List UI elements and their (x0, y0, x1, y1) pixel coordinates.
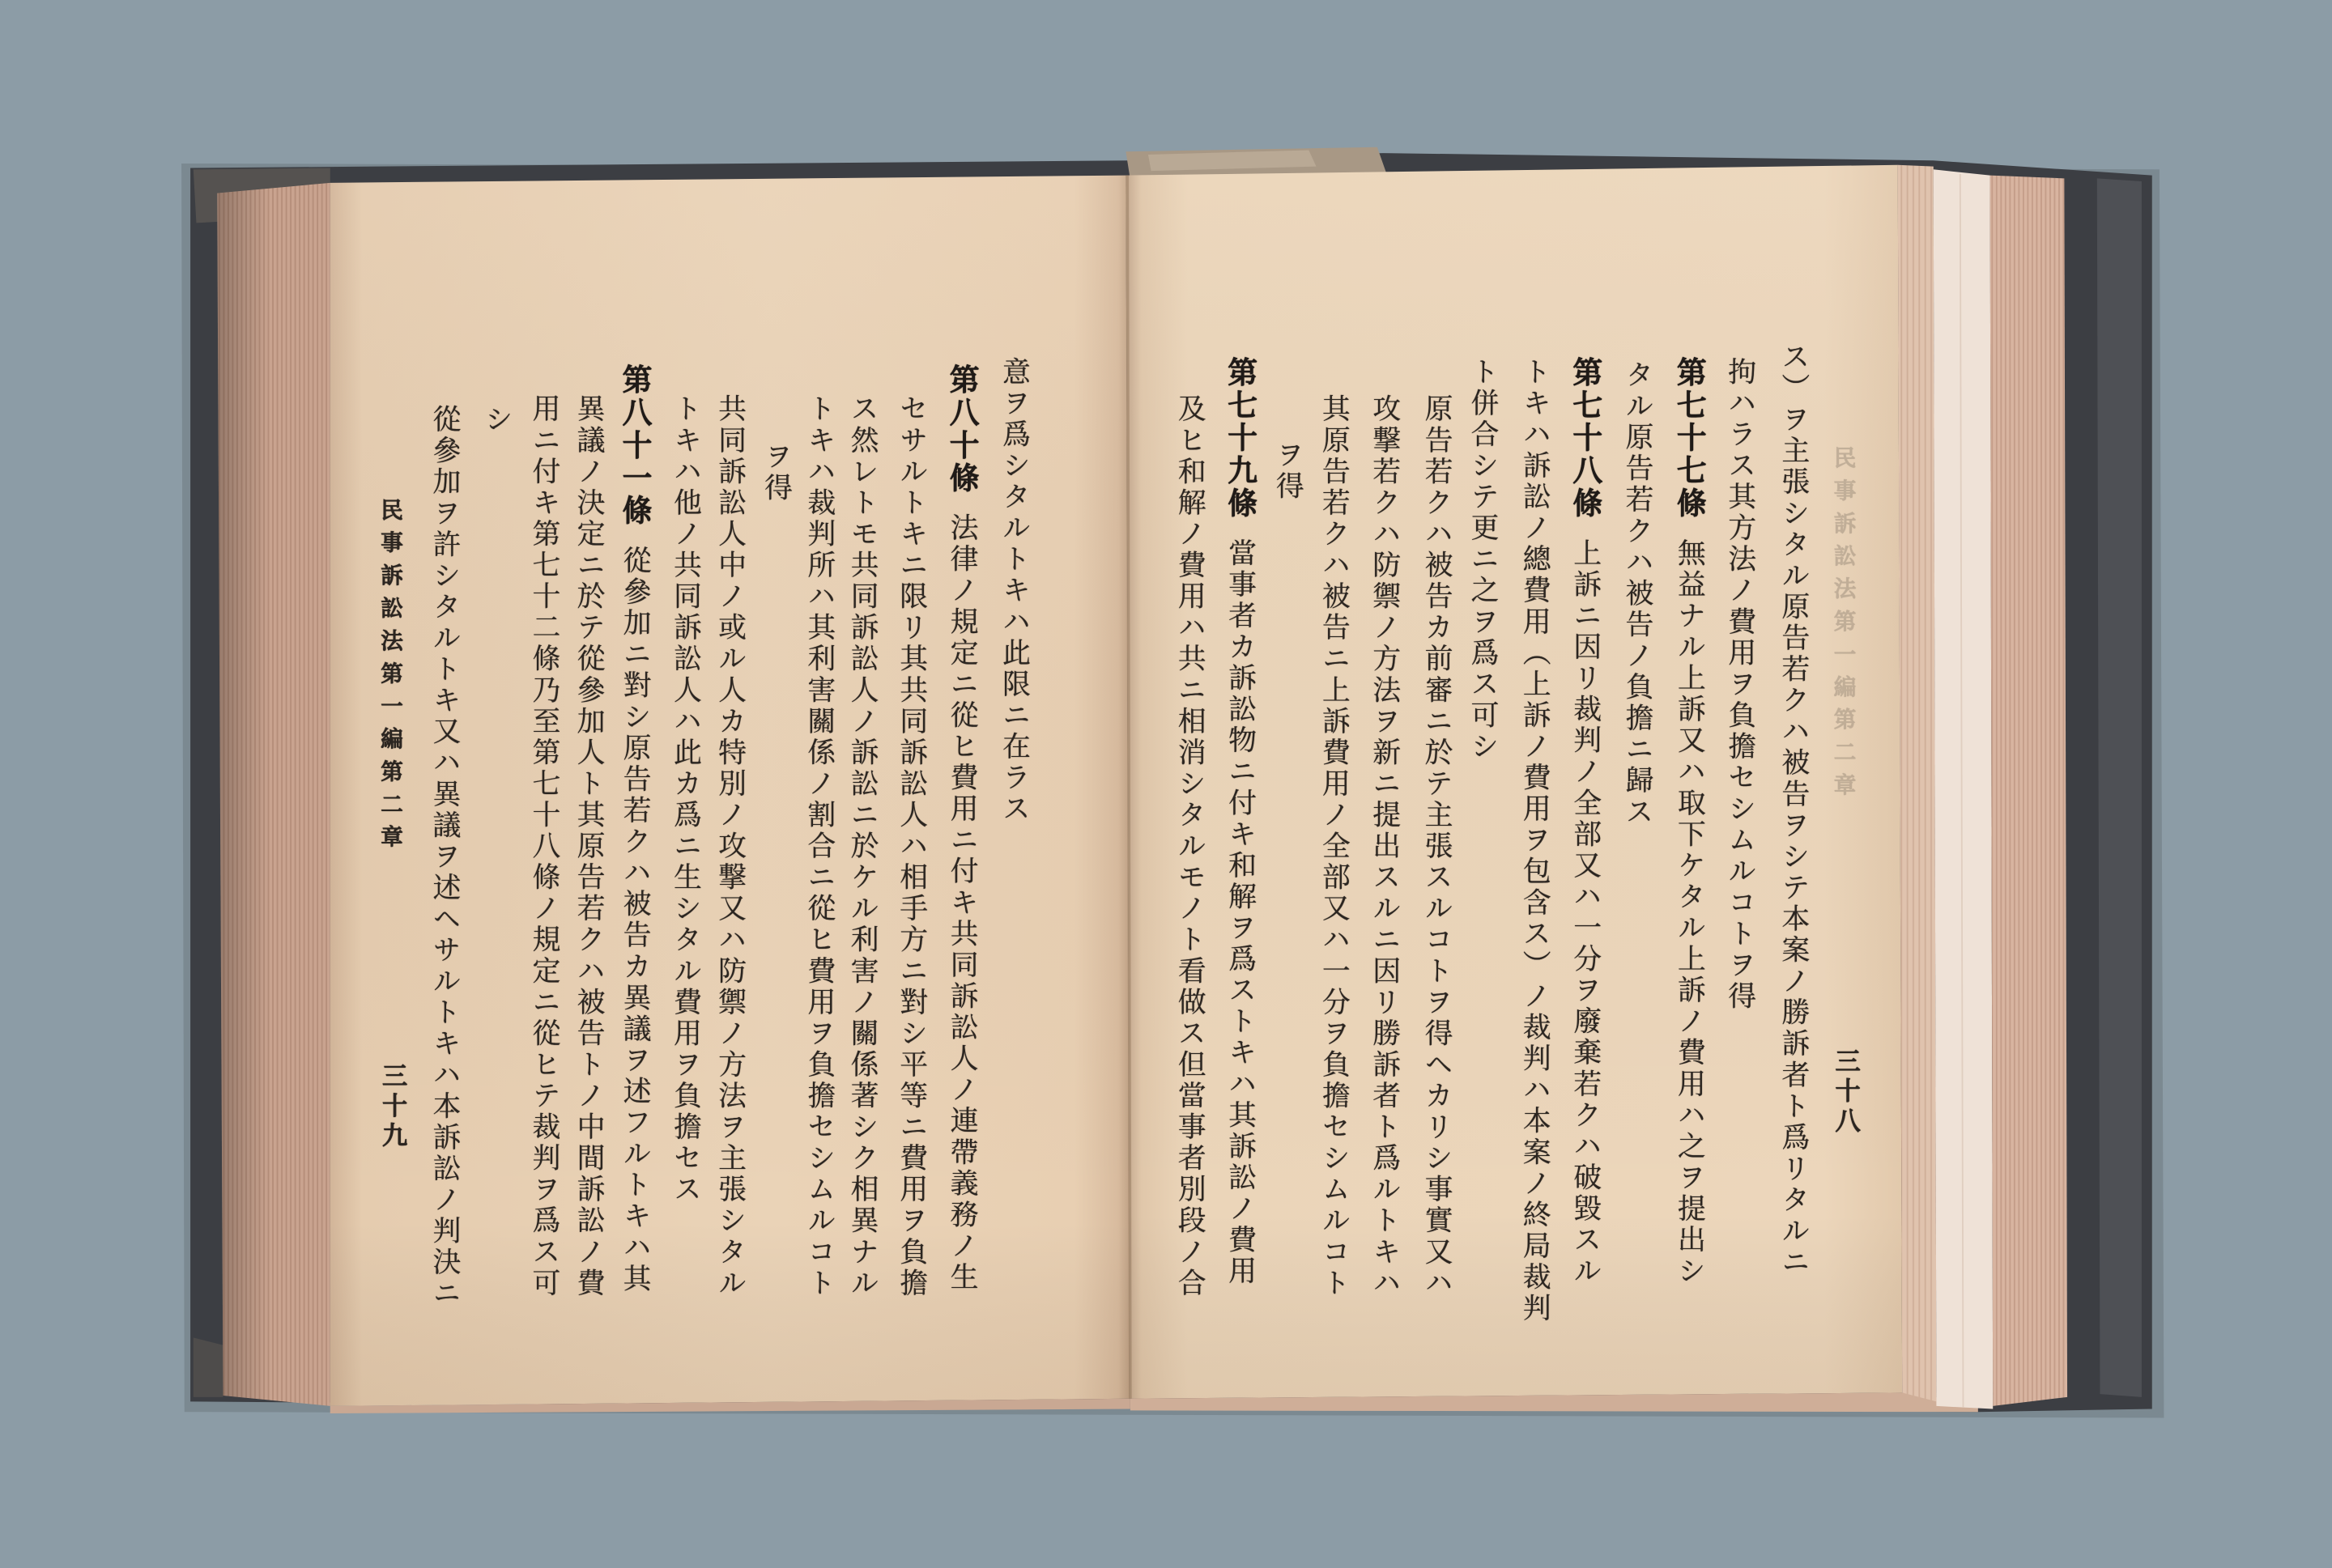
column-text: 法律ノ規定ニ從ヒ費用ニ付キ共同訴訟人ノ連帶義務ノ生 (946, 512, 979, 1294)
cover-right-edge (2097, 178, 2142, 1397)
text-column (427, 404, 462, 1309)
text-column (1517, 357, 1552, 1324)
text-column (1568, 357, 1603, 1287)
page-number-left: 三十九 (376, 1062, 406, 1152)
text-column (571, 394, 606, 1299)
cover-wear (194, 1337, 223, 1396)
column-text: ス然レトモ共同訴訟人ノ訴訟ニ於ケル利害ノ關係著シク相異ナル (846, 393, 879, 1299)
column-text: 上訴ニ因リ裁判ノ全部又ハ一分ヲ廢棄若クハ破毀スル (1568, 538, 1602, 1287)
right-page-stack (1898, 165, 1937, 1402)
column-text: 用ニ付キ第七十二條乃至第七十八條ノ規定ニ從ヒテ裁判ヲ爲ス可 (528, 393, 561, 1299)
text-column (1270, 440, 1306, 502)
text-column (617, 364, 653, 1294)
column-text: 異議ノ決定ニ於テ從參加人ト其原告若クハ被告トノ中間訴訟ノ費 (572, 393, 606, 1299)
text-column (845, 394, 880, 1299)
column-text: 無益ナル上訴又ハ取下ケタル上訴ノ費用ハ之ヲ提出シ (1673, 538, 1706, 1287)
column-text: 從參加ヲ許シタルトキ又ハ異議ヲ述ヘサルトキハ本訴訟ノ判決ニ (428, 404, 462, 1310)
article-heading: 第八十一條 (617, 363, 653, 528)
column-text: 拘ハラス其方法ノ費用ヲ負擔セシムルコトヲ得 (1723, 356, 1757, 1013)
text-column (1172, 394, 1207, 1299)
text-column (1223, 357, 1258, 1287)
text-column (1367, 394, 1402, 1299)
column-text: 攻撃若クハ防禦ノ方法ヲ新ニ提出スルニ因リ勝訴者ト爲ルトキハ (1368, 393, 1402, 1299)
article-heading: 第八十條 (944, 363, 981, 495)
text-column (668, 394, 704, 1205)
column-text: 及ヒ和解ノ費用ハ共ニ相消シタルモノト看做ス但當事者別段ノ合 (1173, 393, 1206, 1299)
text-column (479, 404, 514, 436)
text-column (802, 394, 837, 1299)
text-column (997, 357, 1032, 825)
column-text: セサルトキニ限リ其共同訴訟人ハ相手方ニ對シ平等ニ費用ヲ負擔 (895, 393, 929, 1299)
text-column (1419, 394, 1454, 1299)
text-column (944, 364, 980, 1294)
page-number-right: 三十八 (1829, 1047, 1859, 1137)
article-heading: 第七十七條 (1671, 356, 1708, 521)
column-text: ヲ得 (760, 441, 793, 504)
text-column (1722, 357, 1758, 1013)
column-text: 原告若クハ被告カ前審ニ於テ主張スルコトヲ得ヘカリシ事實又ハ (1420, 393, 1453, 1299)
text-column (1776, 342, 1811, 1278)
running-head-right: 民事訴訟法第一編第二章 (1831, 445, 1858, 806)
column-text: タル原告若クハ被告ノ負擔ニ歸ス (1621, 359, 1654, 828)
column-text: 當事者カ訴訟物ニ付キ和解ヲ爲ストキハ其訴訟ノ費用 (1223, 538, 1257, 1287)
text-column (759, 441, 794, 504)
column-text: トキハ裁判所ハ其利害關係ノ割合ニ從ヒ費用ヲ負擔セシムルコト (802, 393, 836, 1299)
text-column (713, 394, 748, 1299)
column-text: ト併合シテ更ニ之ヲ爲ス可シ (1466, 356, 1500, 763)
column-text: ス）ヲ主張シタル原告若クハ被告ヲシテ本案ノ勝訴者ト爲リタルニ (1777, 342, 1811, 1278)
right-fore-edge (1990, 176, 2068, 1406)
column-text: シ (480, 404, 513, 436)
article-heading: 第七十九條 (1222, 356, 1258, 521)
text-column (1619, 359, 1655, 827)
left-fore-edge-shade (217, 189, 270, 1400)
article-heading: 第七十八條 (1567, 356, 1603, 521)
text-column (1671, 357, 1707, 1287)
text-column (1317, 394, 1352, 1299)
column-text: 從參加ニ對シ原告若クハ被告カ異議ヲ述フルトキハ其 (619, 545, 652, 1295)
text-column (894, 394, 930, 1299)
text-column (526, 394, 562, 1299)
column-text: ヲ得 (1271, 440, 1304, 503)
column-text: 共同訴訟人中ノ或ル人カ特別ノ攻撃又ハ防禦ノ方法ヲ主張シタル (713, 393, 747, 1299)
column-text: 意ヲ爲シタルトキハ此限ニ在ラス (998, 356, 1031, 825)
column-text: トキハ他ノ共同訴訟人ハ此カ爲ニ生シタル費用ヲ負擔セス (669, 393, 702, 1206)
column-text: 其原告若クハ被告ニ上訴費用ノ全部又ハ一分ヲ負擔セシムルコト (1317, 393, 1351, 1299)
running-head-left: 民事訴訟法第一編第二章 (377, 498, 405, 858)
text-column (1465, 357, 1500, 763)
column-text: トキハ訴訟ノ總費用（上訴ノ費用ヲ包含ス）ノ裁判ハ本案ノ終局裁判 (1518, 356, 1551, 1324)
